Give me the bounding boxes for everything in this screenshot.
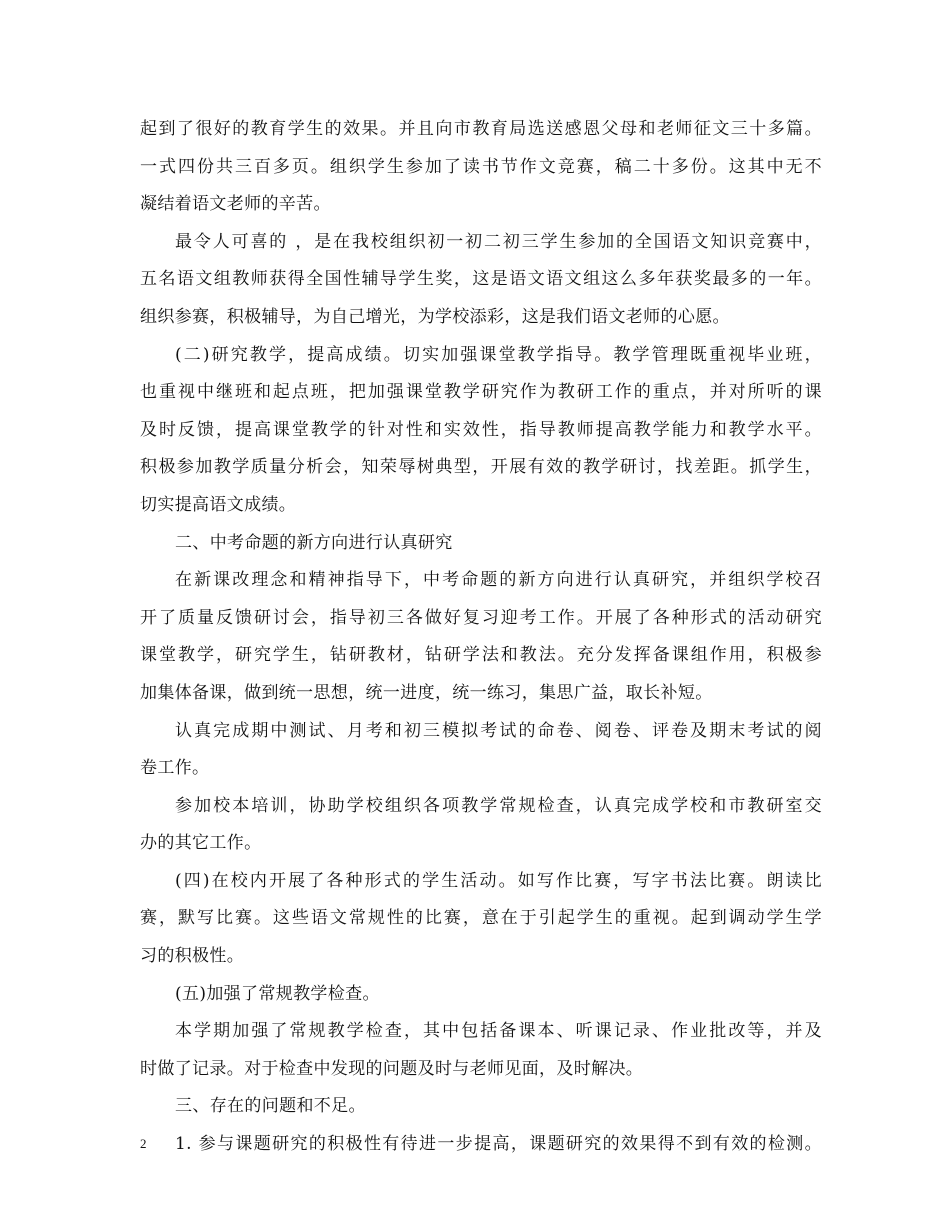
text-line: 五名语文组教师获得全国性辅导学生奖，这是语文语文组这么多年获奖最多的一年。 [140, 269, 822, 290]
text-line: (二)研究教学，提高成绩。切实加强课堂教学指导。教学管理既重视毕业班， [175, 344, 822, 365]
text-line: 一式四份共三百多页。组织学生参加了读书节作文竞赛，稿二十多份。这其中无不 [140, 156, 822, 177]
section-heading: 二、中考命题的新方向进行认真研究 [175, 532, 453, 553]
page-number: 2 [140, 1136, 147, 1151]
text-line: 最令人可喜的 ，是在我校组织初一初二初三学生参加的全国语文知识竞赛中， [175, 231, 822, 252]
text-line: 本学期加强了常规教学检查，其中包括备课本、听课记录、作业批改等，并及 [175, 1021, 822, 1042]
text-line: 也重视中继班和起点班，把加强课堂教学研究作为教研工作的重点，并对所听的课 [140, 382, 822, 403]
text-line: 课堂教学，研究学生，钻研教材，钻研学法和教法。充分发挥备课组作用，积极参 [140, 645, 822, 666]
text-line: 认真完成期中测试、月考和初三模拟考试的命卷、阅卷、评卷及期末考试的阅 [175, 720, 822, 741]
text-line: 赛，默写比赛。这些语文常规性的比赛，意在于引起学生的重视。起到调动学生学 [140, 908, 822, 929]
section-heading: (五)加强了常规教学检查。 [175, 983, 380, 1004]
text-line: 凝结着语文老师的辛苦。 [140, 194, 331, 215]
text-line: 及时反馈，提高课堂教学的针对性和实效性，指导教师提高教学能力和教学水平。 [140, 419, 822, 440]
document-body [140, 111, 822, 1164]
text-line: 切实提高语文成绩。 [140, 494, 297, 515]
text-line: 卷工作。 [140, 758, 210, 779]
text-line: 加集体备课，做到统一思想，统一进度，统一练习，集思广益，取长补短。 [140, 682, 713, 703]
section-heading: 三、存在的问题和不足。 [175, 1096, 366, 1117]
text-line: 办的其它工作。 [140, 833, 262, 854]
text-line: 开了质量反馈研讨会，指导初三各做好复习迎考工作。开展了各种形式的活动研究 [140, 607, 822, 628]
text-line: 在新课改理念和精神指导下，中考命题的新方向进行认真研究，并组织学校召 [175, 570, 822, 591]
text-line: 组织参赛，积极辅导，为自己增光，为学校添彩，这是我们语文老师的心愿。 [140, 306, 730, 327]
text-line: 积极参加教学质量分析会，知荣辱树典型，开展有效的教学研讨，找差距。抓学生， [140, 457, 822, 478]
text-line: 参加校本培训，协助学校组织各项教学常规检查，认真完成学校和市教研室交 [175, 795, 822, 816]
text-line: (四)在校内开展了各种形式的学生活动。如写作比赛，写字书法比赛。朗读比 [175, 870, 822, 891]
text-line: 时做了记录。对于检查中发现的问题及时与老师见面，及时解决。 [140, 1058, 644, 1079]
text-line: 起到了很好的教育学生的效果。并且向市教育局选送感恩父母和老师征文三十多篇。 [140, 119, 822, 139]
text-line: 1. 参与课题研究的积极性有待进一步提高，课题研究的效果得不到有效的检测。 [175, 1134, 822, 1155]
text-line: 习的积极性。 [140, 946, 245, 967]
